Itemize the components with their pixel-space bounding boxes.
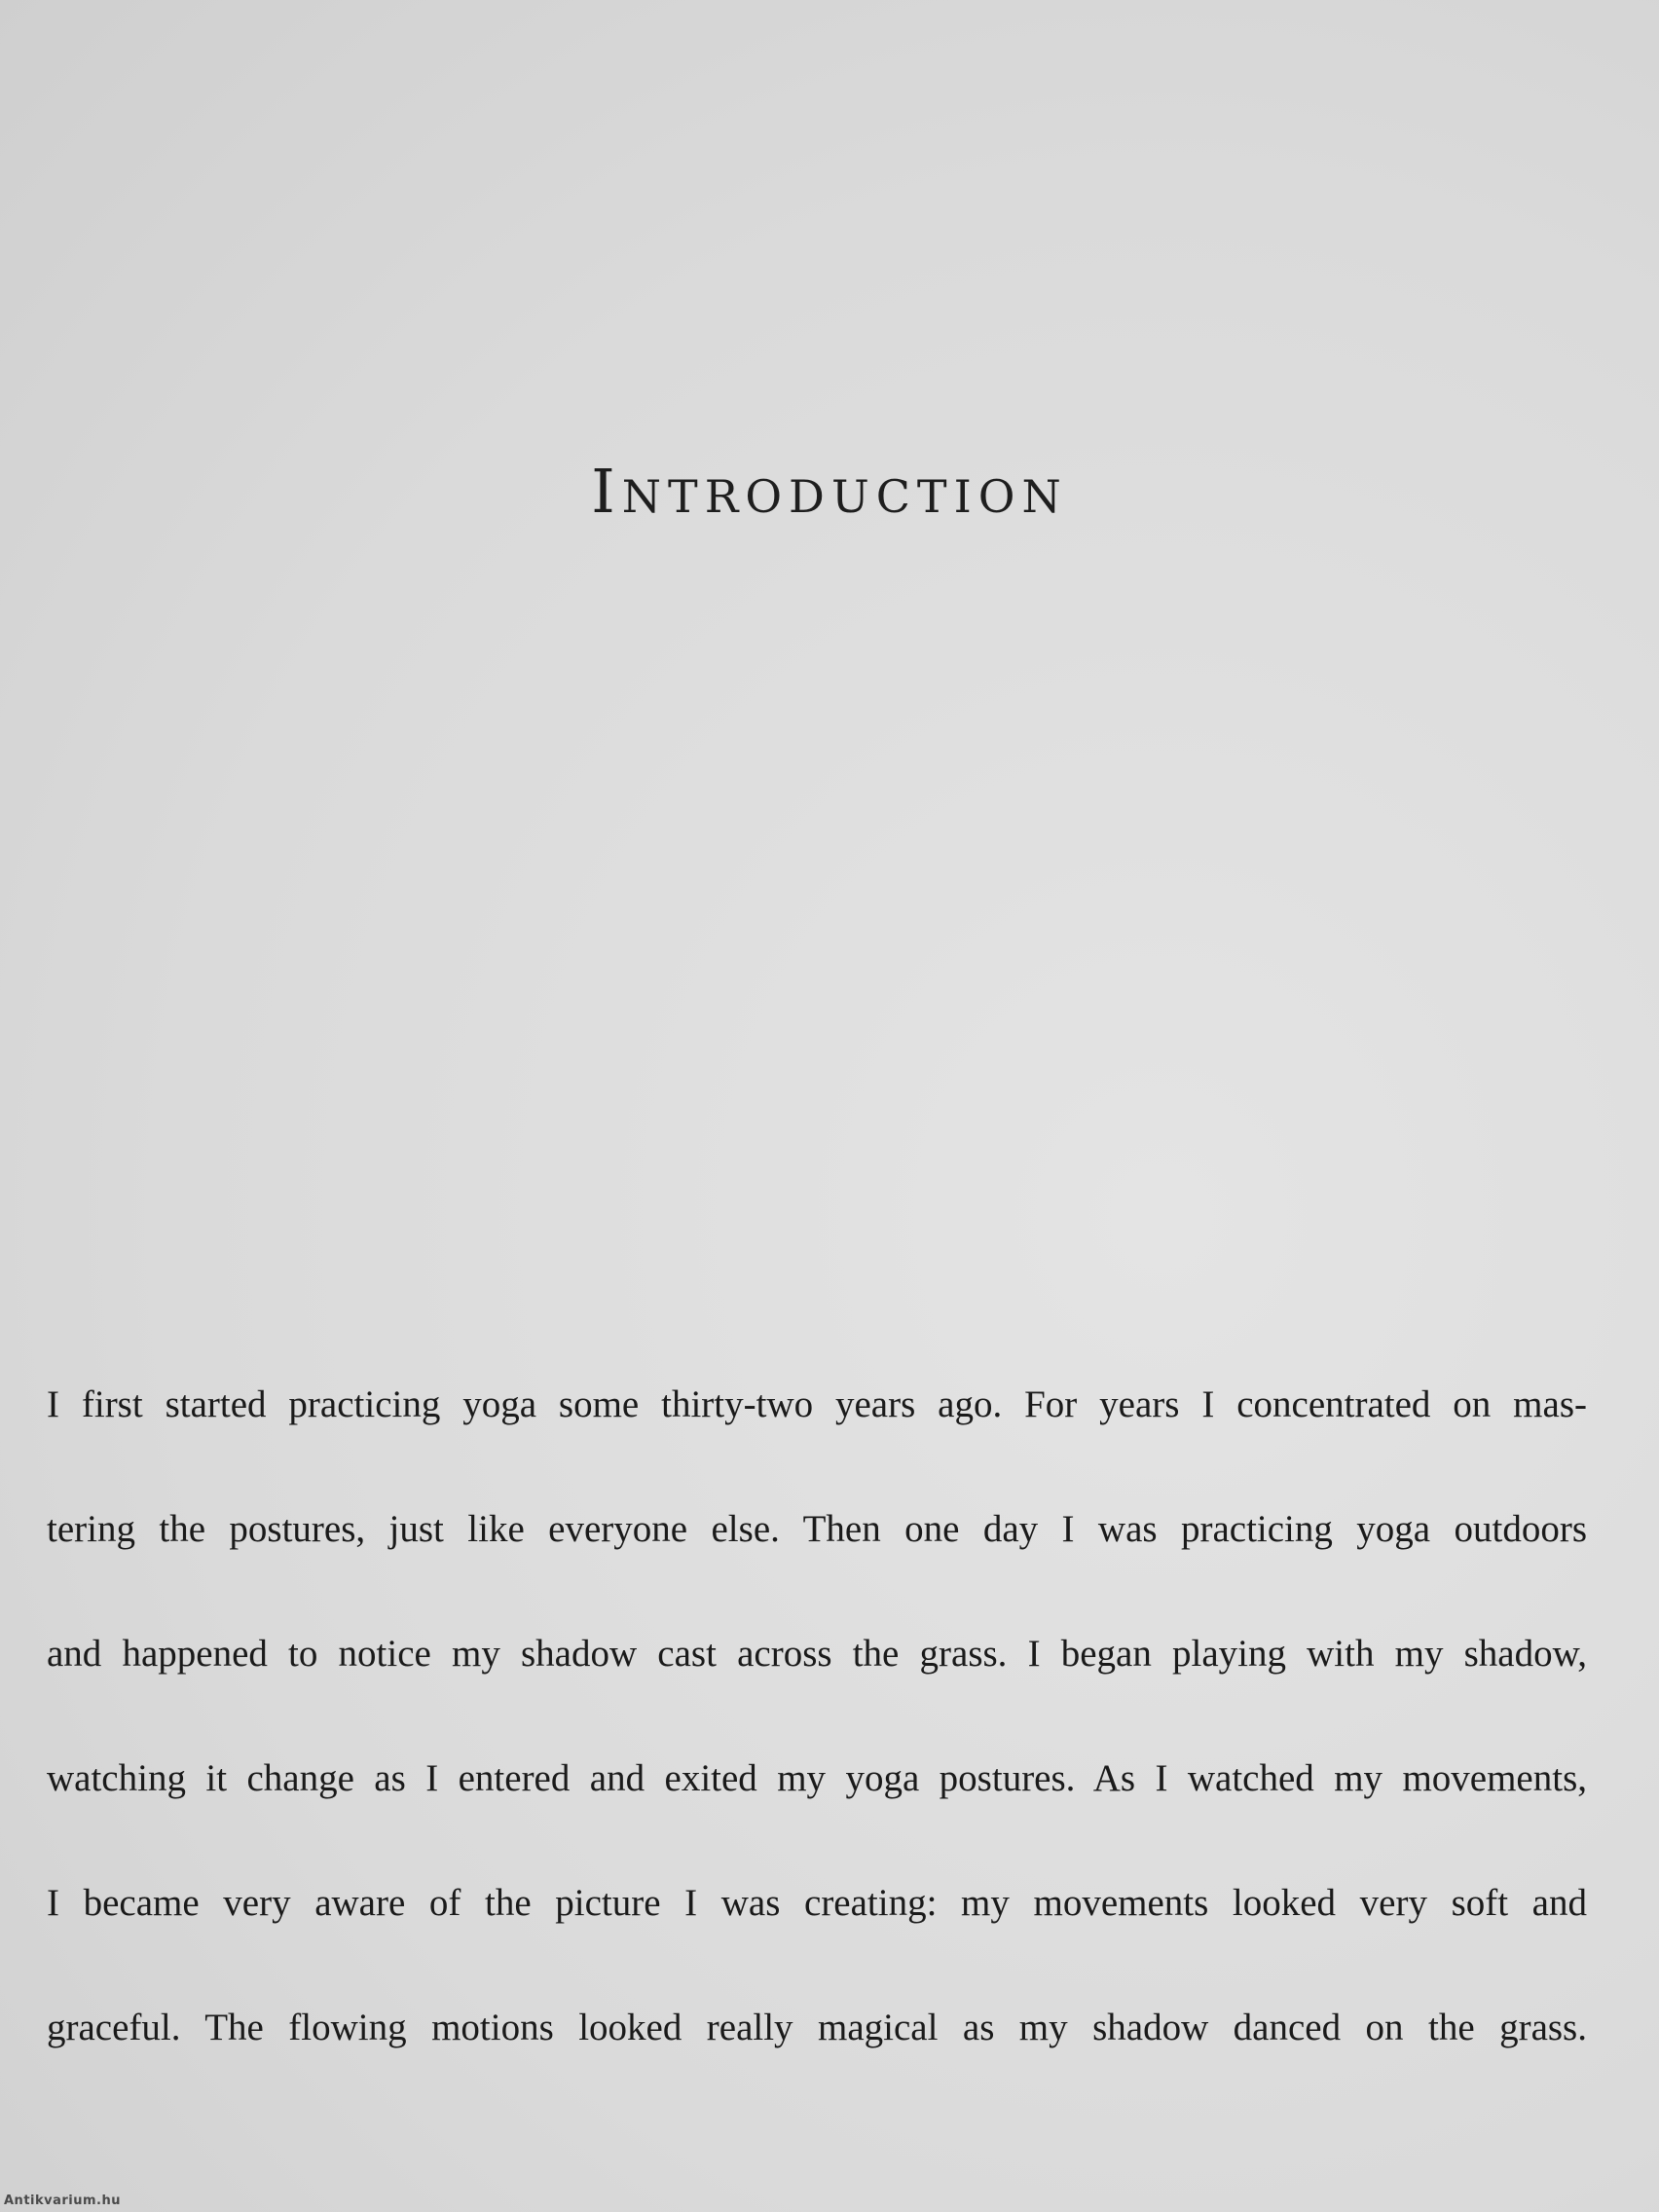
paragraph-line: and happened to notice my shadow cast across the grass. I began playing with my shadow,: [47, 1633, 1587, 1675]
paragraph-line: graceful. The flowing motions looked really magical as my shadow danced on the grass.: [47, 2007, 1587, 2048]
paragraph-line: watching it change as I entered and exited my yoga postures. As I watched my movements,: [47, 1757, 1587, 1799]
paragraph-line: I became very aware of the picture I was creating: my movements looked very soft and: [47, 1882, 1587, 1924]
paragraph-line: tering the postures, just like everyone else. Then one day I was practicing yoga outdoors: [47, 1508, 1587, 1550]
watermark: Antikvarium.hu: [4, 2194, 121, 2208]
chapter-title-rest: NTRODUCTION: [621, 470, 1068, 523]
chapter-title-initial: I: [591, 456, 622, 527]
chapter-title: [0, 456, 1659, 527]
paragraph-line: I first started practicing yoga some thirty-two years ago. For years I concentrated on mas-: [47, 1383, 1587, 1425]
